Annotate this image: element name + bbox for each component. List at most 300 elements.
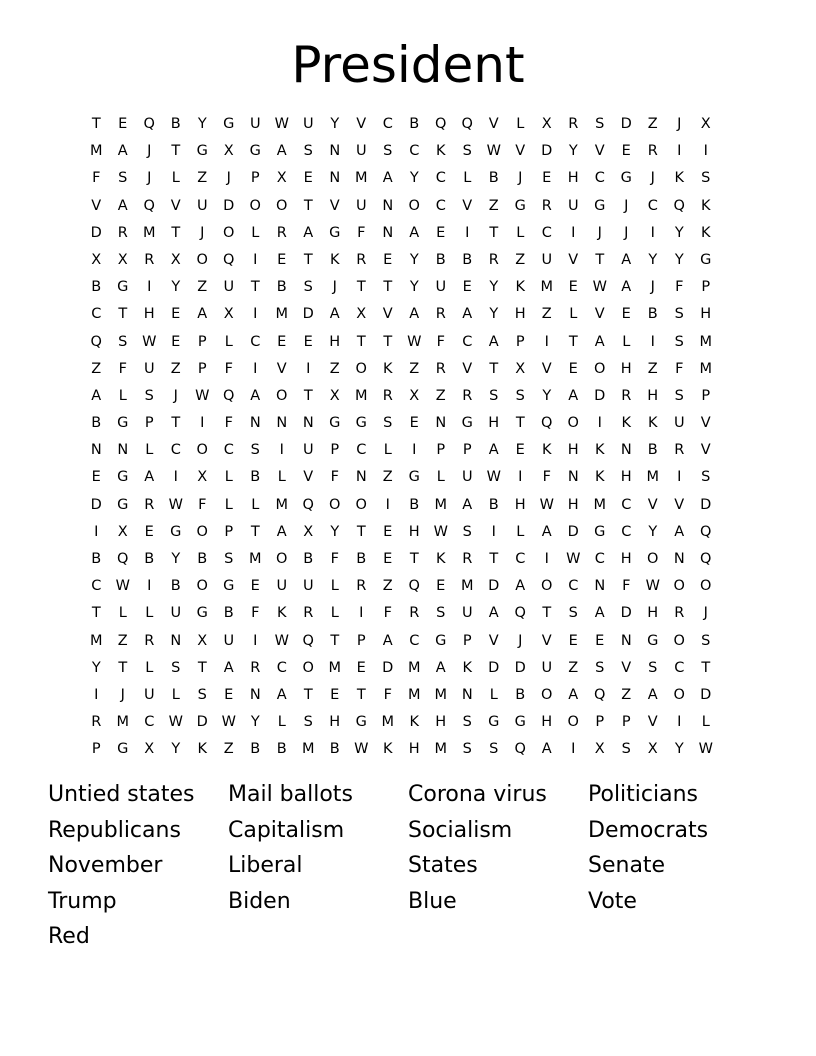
grid-letter: L — [171, 170, 180, 187]
grid-letter: F — [251, 605, 260, 622]
grid-letter: A — [568, 387, 579, 404]
grid-row — [83, 492, 719, 519]
grid-letter: J — [226, 170, 231, 187]
grid-letter: H — [700, 306, 712, 323]
grid-letter: N — [249, 415, 261, 432]
grid-letter: L — [118, 605, 127, 622]
grid-letter: M — [434, 496, 447, 513]
grid-letter: V — [170, 197, 181, 214]
grid-letter: X — [541, 116, 552, 132]
grid-letter: X — [303, 523, 314, 540]
grid-letter: I — [703, 143, 708, 160]
grid-letter: E — [621, 306, 631, 323]
grid-letter: A — [488, 442, 499, 459]
grid-letter: V — [594, 143, 605, 160]
letter-grid — [83, 111, 719, 764]
grid-letter: L — [330, 605, 339, 622]
word-list-item: Vote — [588, 888, 637, 914]
grid-letter: N — [594, 578, 606, 595]
grid-letter: G — [329, 224, 341, 241]
grid-letter: O — [355, 496, 367, 513]
grid-letter: C — [435, 170, 446, 187]
grid-letter: T — [489, 360, 499, 377]
grid-letter: T — [595, 251, 605, 268]
grid-letter: F — [224, 360, 233, 377]
grid-letter: W — [221, 714, 236, 731]
grid-letter: A — [117, 197, 128, 214]
grid-row — [83, 356, 719, 383]
grid-letter: O — [302, 659, 314, 676]
grid-letter: W — [539, 496, 554, 513]
grid-letter: C — [276, 659, 287, 676]
grid-letter: S — [674, 387, 684, 404]
grid-letter: M — [275, 496, 288, 513]
grid-letter: U — [355, 197, 367, 214]
grid-letter: R — [409, 605, 420, 622]
grid-letter: B — [223, 605, 234, 622]
grid-letter: T — [515, 415, 525, 432]
grid-letter: H — [408, 523, 420, 540]
word-list-item: Republicans — [48, 817, 181, 843]
grid-letter: E — [171, 333, 181, 350]
grid-letter: D — [700, 686, 712, 703]
grid-letter: S — [118, 333, 128, 350]
grid-letter: A — [462, 306, 473, 323]
grid-letter: A — [276, 686, 287, 703]
grid-letter: S — [674, 333, 684, 350]
grid-letter: S — [568, 605, 578, 622]
grid-letter: A — [144, 469, 155, 486]
grid-letter: B — [91, 415, 102, 432]
grid-letter: O — [567, 415, 579, 432]
grid-letter: F — [330, 469, 339, 486]
page-title: President — [291, 36, 525, 94]
grid-letter: J — [677, 116, 682, 132]
grid-letter: Q — [408, 578, 420, 595]
grid-letter: R — [647, 143, 658, 160]
grid-letter: L — [145, 605, 154, 622]
grid-letter: Q — [541, 415, 553, 432]
grid-letter: E — [621, 143, 631, 160]
grid-letter: V — [647, 714, 658, 731]
grid-letter: G — [461, 415, 473, 432]
grid-letter: O — [673, 632, 685, 649]
grid-letter: T — [356, 523, 366, 540]
grid-letter: P — [621, 714, 631, 731]
grid-letter: P — [436, 442, 446, 459]
grid-letter: K — [594, 469, 605, 486]
grid-letter: T — [330, 632, 340, 649]
grid-letter: M — [354, 170, 368, 187]
grid-letter: N — [382, 224, 394, 241]
grid-letter: K — [462, 659, 472, 676]
grid-letter: W — [115, 578, 130, 595]
grid-letter: Z — [91, 360, 102, 377]
grid-letter: M — [275, 306, 288, 323]
grid-letter: L — [701, 714, 710, 731]
grid-letter: L — [489, 686, 498, 703]
grid-letter: X — [117, 251, 128, 268]
grid-letter: W — [142, 333, 157, 350]
grid-letter: E — [409, 415, 419, 432]
grid-letter: E — [436, 224, 446, 241]
grid-letter: T — [356, 279, 366, 296]
grid-letter: L — [145, 442, 154, 459]
grid-letter: B — [170, 116, 181, 132]
grid-letter: W — [592, 279, 607, 296]
grid-letter: U — [143, 360, 155, 377]
grid-letter: M — [699, 333, 712, 350]
grid-letter: P — [701, 387, 711, 404]
grid-letter: L — [622, 333, 631, 350]
grid-letter: E — [568, 279, 578, 296]
grid-letter: Z — [223, 741, 234, 758]
grid-letter: L — [118, 387, 127, 404]
grid-letter: K — [647, 415, 658, 432]
grid-letter: K — [594, 442, 605, 459]
grid-letter: Q — [223, 251, 235, 268]
grid-letter: S — [224, 551, 234, 567]
grid-letter: M — [381, 714, 394, 731]
grid-letter: H — [435, 714, 447, 731]
grid-letter: A — [409, 224, 420, 241]
grid-letter: I — [306, 360, 311, 377]
grid-letter: M — [116, 714, 129, 731]
grid-letter: Y — [409, 170, 419, 187]
grid-letter: V — [488, 632, 499, 649]
grid-letter: R — [356, 578, 367, 595]
grid-letter: O — [355, 360, 367, 377]
grid-letter: Y — [409, 279, 419, 296]
grid-letter: I — [385, 496, 390, 513]
grid-letter: B — [250, 741, 261, 758]
grid-letter: E — [436, 578, 446, 595]
grid-letter: B — [488, 496, 499, 513]
grid-letter: G — [408, 469, 420, 486]
grid-letter: T — [91, 116, 101, 132]
grid-letter: Z — [197, 279, 208, 296]
grid-letter: G — [117, 741, 129, 758]
grid-letter: S — [674, 306, 684, 323]
grid-letter: S — [462, 523, 472, 540]
grid-letter: H — [329, 333, 341, 350]
grid-letter: G — [196, 605, 208, 622]
word-list-item: Biden — [228, 888, 291, 914]
grid-letter: C — [356, 442, 367, 459]
grid-letter: S — [648, 659, 658, 676]
grid-letter: C — [170, 442, 181, 459]
grid-letter: F — [198, 496, 207, 513]
grid-letter: A — [276, 143, 287, 160]
grid-letter: S — [595, 116, 605, 132]
grid-letter: Q — [700, 551, 712, 567]
grid-letter: A — [303, 224, 314, 241]
grid-letter: Z — [382, 469, 393, 486]
grid-letter: Z — [621, 686, 632, 703]
grid-letter: V — [541, 360, 552, 377]
grid-letter: X — [197, 469, 208, 486]
grid-letter: F — [330, 551, 339, 567]
grid-letter: U — [461, 605, 473, 622]
grid-letter: A — [488, 333, 499, 350]
grid-letter: C — [515, 551, 526, 567]
grid-letter: C — [409, 143, 420, 160]
grid-letter: V — [329, 197, 340, 214]
grid-letter: U — [541, 659, 553, 676]
grid-letter: I — [253, 306, 258, 323]
grid-letter: P — [250, 170, 260, 187]
grid-letter: A — [568, 686, 579, 703]
grid-letter: L — [171, 686, 180, 703]
word-list-item: Liberal — [228, 853, 303, 879]
grid-letter: M — [328, 659, 341, 676]
grid-letter: G — [249, 143, 261, 160]
grid-letter: R — [91, 714, 102, 731]
grid-letter: R — [621, 387, 632, 404]
grid-letter: J — [518, 170, 523, 187]
grid-letter: G — [117, 279, 129, 296]
grid-letter: X — [276, 170, 287, 187]
grid-letter: H — [620, 469, 632, 486]
grid-letter: A — [250, 387, 261, 404]
grid-letter: Y — [674, 251, 684, 268]
grid-letter: O — [408, 197, 420, 214]
grid-letter: J — [703, 605, 708, 622]
grid-letter: P — [91, 741, 101, 758]
grid-letter: S — [621, 741, 631, 758]
grid-letter: W — [195, 387, 210, 404]
grid-letter: E — [277, 251, 287, 268]
grid-letter: K — [700, 224, 711, 241]
grid-letter: M — [460, 578, 474, 595]
grid-letter: Q — [594, 686, 606, 703]
grid-letter: N — [461, 686, 473, 703]
grid-letter: Y — [330, 523, 340, 540]
grid-letter: S — [303, 714, 313, 731]
grid-letter: V — [594, 306, 605, 323]
grid-letter: O — [567, 714, 579, 731]
grid-letter: N — [249, 686, 261, 703]
grid-letter: V — [462, 360, 473, 377]
grid-letter: J — [650, 170, 655, 187]
grid-letter: Q — [514, 741, 526, 758]
grid-letter: T — [171, 415, 181, 432]
grid-row — [83, 600, 719, 627]
grid-letter: J — [147, 143, 152, 160]
grid-letter: S — [462, 741, 472, 758]
grid-letter: D — [90, 224, 102, 241]
grid-letter: Q — [143, 116, 155, 132]
grid-letter: F — [675, 360, 684, 377]
grid-letter: S — [118, 170, 128, 187]
grid-letter: O — [541, 578, 553, 595]
grid-letter: O — [594, 360, 606, 377]
grid-letter: Z — [435, 387, 446, 404]
grid-letter: I — [465, 224, 470, 241]
grid-letter: A — [382, 632, 393, 649]
grid-letter: G — [117, 469, 129, 486]
grid-letter: N — [355, 469, 367, 486]
grid-letter: K — [409, 714, 419, 731]
grid-letter: A — [541, 741, 552, 758]
grid-letter: H — [143, 306, 155, 323]
grid-letter: L — [516, 224, 525, 241]
grid-letter: B — [647, 442, 658, 459]
grid-letter: N — [329, 170, 341, 187]
grid-letter: V — [700, 415, 711, 432]
grid-letter: Z — [197, 170, 208, 187]
grid-letter: T — [303, 387, 313, 404]
grid-letter: S — [462, 714, 472, 731]
grid-letter: Z — [647, 360, 658, 377]
grid-letter: X — [170, 251, 181, 268]
grid-letter: U — [223, 279, 235, 296]
grid-letter: R — [144, 251, 155, 268]
grid-letter: T — [118, 306, 128, 323]
grid-letter: W — [645, 578, 660, 595]
grid-letter: F — [675, 279, 684, 296]
grid-letter: M — [407, 659, 421, 676]
grid-letter: O — [673, 578, 685, 595]
grid-letter: W — [354, 741, 369, 758]
grid-letter: U — [461, 469, 473, 486]
grid-letter: P — [224, 523, 234, 540]
grid-letter: J — [624, 197, 629, 214]
grid-letter: I — [544, 551, 549, 567]
grid-letter: C — [223, 442, 234, 459]
grid-letter: G — [170, 523, 182, 540]
grid-letter: B — [197, 551, 208, 567]
grid-letter: A — [329, 306, 340, 323]
grid-letter: X — [329, 387, 340, 404]
grid-letter: E — [568, 632, 578, 649]
word-list-item: Politicians — [588, 782, 698, 807]
word-list-item: November — [48, 853, 163, 879]
grid-letter: W — [566, 551, 581, 567]
grid-letter: M — [248, 551, 262, 567]
grid-letter: B — [250, 469, 261, 486]
grid-letter: R — [117, 224, 128, 241]
grid-letter: W — [407, 333, 422, 350]
grid-letter: P — [462, 442, 472, 459]
grid-letter: H — [620, 551, 632, 567]
grid-letter: Z — [382, 578, 393, 595]
grid-letter: C — [541, 224, 552, 241]
grid-letter: Q — [143, 197, 155, 214]
grid-letter: K — [382, 741, 393, 758]
grid-letter: D — [541, 143, 553, 160]
grid-letter: P — [701, 279, 711, 296]
grid-letter: X — [647, 741, 658, 758]
grid-letter: T — [197, 659, 207, 676]
grid-letter: M — [407, 686, 421, 703]
grid-row — [83, 736, 719, 763]
grid-letter: K — [700, 197, 711, 214]
grid-letter: V — [462, 197, 473, 214]
grid-letter: M — [699, 360, 712, 377]
grid-letter: O — [647, 551, 659, 567]
grid-letter: G — [329, 415, 341, 432]
grid-letter: V — [276, 360, 287, 377]
grid-letter: E — [542, 170, 552, 187]
grid-letter: G — [355, 415, 367, 432]
grid-letter: L — [383, 442, 392, 459]
grid-letter: O — [673, 686, 685, 703]
grid-letter: J — [650, 279, 655, 296]
grid-letter: U — [223, 632, 235, 649]
grid-letter: Y — [409, 251, 419, 268]
grid-row — [83, 165, 719, 192]
grid-row — [83, 546, 719, 573]
grid-letter: N — [620, 632, 632, 649]
grid-letter: B — [409, 116, 420, 132]
grid-letter: O — [276, 197, 288, 214]
grid-letter: R — [435, 306, 446, 323]
grid-letter: E — [118, 116, 128, 132]
grid-letter: I — [677, 469, 682, 486]
grid-letter: S — [303, 279, 313, 296]
grid-letter: E — [356, 659, 366, 676]
grid-letter: O — [276, 387, 288, 404]
grid-letter: L — [516, 523, 525, 540]
grid-letter: V — [647, 496, 658, 513]
grid-letter: T — [303, 197, 313, 214]
grid-letter: F — [622, 578, 631, 595]
grid-letter: E — [462, 279, 472, 296]
grid-letter: O — [196, 578, 208, 595]
grid-letter: D — [567, 523, 579, 540]
grid-letter: G — [196, 143, 208, 160]
grid-row — [83, 301, 719, 328]
grid-letter: N — [302, 415, 314, 432]
grid-letter: E — [277, 333, 287, 350]
grid-letter: T — [409, 551, 419, 567]
grid-letter: V — [303, 469, 314, 486]
grid-letter: F — [383, 605, 392, 622]
grid-letter: U — [196, 197, 208, 214]
grid-letter: Q — [90, 333, 102, 350]
grid-letter: C — [594, 551, 605, 567]
grid-letter: D — [90, 496, 102, 513]
grid-letter: L — [224, 333, 233, 350]
grid-letter: T — [250, 279, 260, 296]
word-list-item: Capitalism — [228, 817, 345, 843]
grid-letter: F — [118, 360, 127, 377]
grid-letter: Y — [674, 224, 684, 241]
grid-letter: G — [594, 197, 606, 214]
grid-letter: Y — [489, 279, 499, 296]
grid-letter: S — [489, 387, 499, 404]
grid-letter: X — [223, 306, 234, 323]
grid-letter: B — [170, 578, 181, 595]
grid-row — [83, 655, 719, 682]
grid-letter: R — [250, 659, 261, 676]
grid-letter: E — [383, 251, 393, 268]
grid-letter: D — [488, 659, 500, 676]
grid-letter: H — [541, 714, 553, 731]
grid-letter: M — [434, 686, 447, 703]
grid-letter: Q — [302, 496, 314, 513]
grid-letter: E — [568, 360, 578, 377]
grid-letter: O — [249, 197, 261, 214]
grid-letter: W — [168, 496, 183, 513]
grid-letter: V — [541, 632, 552, 649]
grid-letter: T — [250, 523, 260, 540]
grid-letter: D — [700, 496, 712, 513]
grid-letter: R — [462, 387, 473, 404]
grid-letter: S — [383, 415, 393, 432]
grid-letter: H — [647, 605, 659, 622]
